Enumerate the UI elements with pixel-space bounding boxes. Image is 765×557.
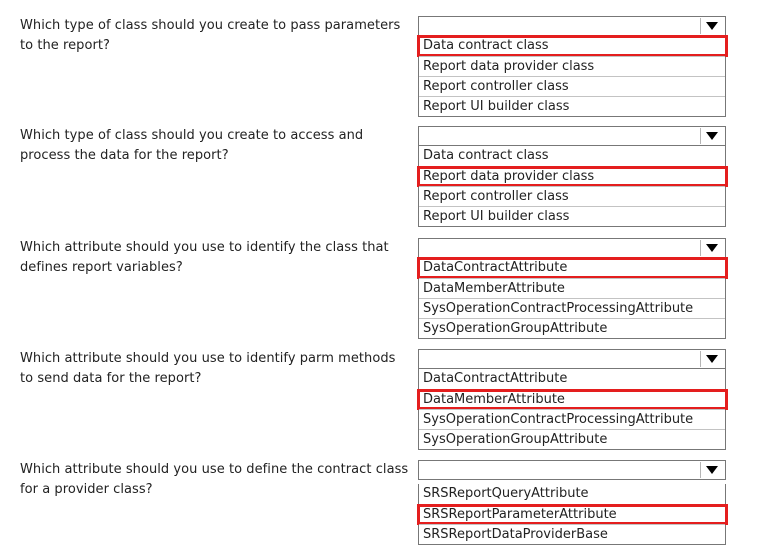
question-3-dropdown-header[interactable] [418,238,726,258]
question-5-dropdown-header[interactable] [418,460,726,480]
option-report-data-provider-class[interactable]: Report data provider class [419,166,725,186]
question-5-options [418,484,726,545]
option-sys-operation-contract-processing-attribute[interactable]: SysOperationContractProcessingAttribute [419,409,725,429]
option-report-ui-builder-class[interactable]: Report UI builder class [419,96,725,116]
question-5-text: Which attribute should you use to define the contract class for a provider class? [20,462,409,497]
question-5-dropdown[interactable] [418,460,726,545]
question-1-dropdown[interactable] [418,16,726,117]
option-sys-operation-contract-processing-attribute[interactable]: SysOperationContractProcessingAttribute [419,298,725,318]
option-report-controller-class[interactable]: Report controller class [419,186,725,206]
question-3-dropdown[interactable] [418,238,726,339]
option-report-controller-class[interactable]: Report controller class [419,76,725,96]
question-2-options [418,146,726,227]
question-3-text: Which attribute should you use to identify the class that defines report variables? [20,240,389,275]
triangle-down-icon[interactable] [700,18,723,34]
question-3-options [418,258,726,339]
option-data-member-attribute[interactable]: DataMemberAttribute [419,389,725,409]
option-data-contract-attribute[interactable]: DataContractAttribute [419,258,725,278]
question-4-text: Which attribute should you use to identify parm methods to send data for the report? [20,351,396,386]
option-data-contract-class[interactable]: Data contract class [419,36,725,56]
option-data-contract-attribute[interactable]: DataContractAttribute [423,371,568,386]
question-4-options [418,369,726,450]
option-report-ui-builder-class[interactable]: Report UI builder class [419,206,725,226]
triangle-down-icon[interactable] [700,240,723,256]
option-sys-operation-group-attribute[interactable]: SysOperationGroupAttribute [419,429,725,449]
question-2-dropdown[interactable] [418,126,726,227]
question-4-dropdown-header[interactable] [418,349,726,369]
question-1-text: Which type of class should you create to pass parameters to the report? [20,18,401,53]
triangle-down-icon[interactable] [700,351,723,367]
option-report-data-provider-class[interactable]: Report data provider class [419,56,725,76]
question-1-options [418,36,726,117]
triangle-down-icon[interactable] [700,128,723,144]
option-sys-operation-group-attribute[interactable]: SysOperationGroupAttribute [419,318,725,338]
question-1-dropdown-header[interactable] [418,16,726,36]
option-data-member-attribute[interactable]: DataMemberAttribute [419,278,725,298]
triangle-down-icon[interactable] [700,462,723,478]
question-2-text: Which type of class should you create to access and process the data for the report? [20,128,364,163]
option-srs-report-query-attribute[interactable]: SRSReportQueryAttribute [423,486,589,501]
question-2-dropdown-header[interactable] [418,126,726,146]
question-4-dropdown[interactable] [418,349,726,450]
option-data-contract-class[interactable]: Data contract class [423,148,549,163]
option-srs-report-data-provider-base[interactable]: SRSReportDataProviderBase [419,524,725,544]
option-srs-report-parameter-attribute[interactable]: SRSReportParameterAttribute [419,504,725,524]
